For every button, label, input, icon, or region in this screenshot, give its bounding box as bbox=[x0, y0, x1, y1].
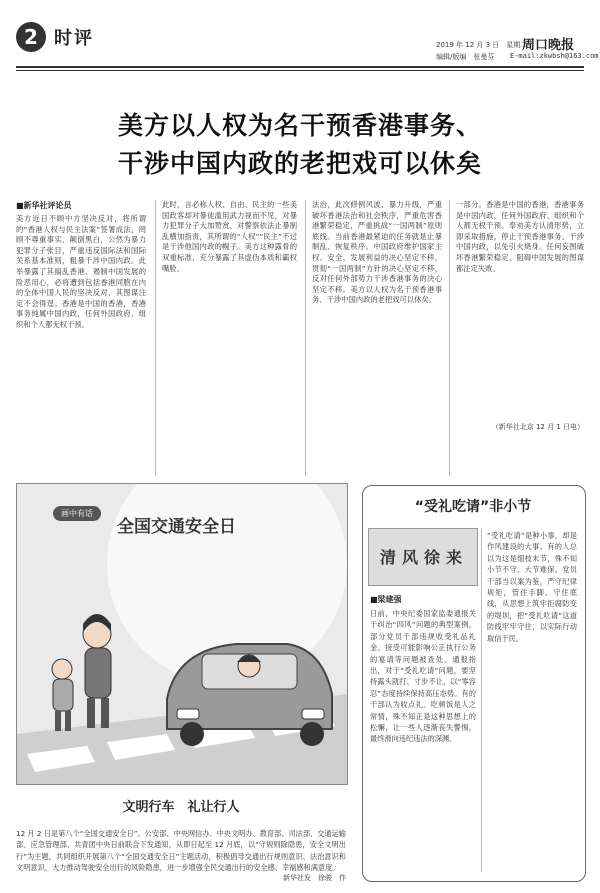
article-column-4: 一部分。香港是中国的香港，香港事务是中国内政，任何外国政府、组织和个人都无权干预。奉劝美方认清形势，立即采取措施，停止干预香港事务、干涉中国内政，以免引火烧身。任何妄图破坏香港繁荣稳定、阻碍中国发展的图谋都注定失败。 bbox=[456, 200, 584, 273]
column-divider bbox=[305, 200, 306, 476]
sidebar-column-left: 日前，中央纪委国家监委通报关于纠治“四风”问题的典型案例，部分党员干部违规收受礼品礼金、接受可能影响公正执行公务的宴请等问题被查处。通报指出，对于“受礼吃请”问题，要坚持露头就打、寸步不让，以“零容忍”态度持续保持高压态势。有的干部认为收点礼、吃顿饭是人之常情，殊不知正是这种思想上的松懈，让一些人逐渐丧失警惕，最终滑向违纪违法的深渊。 bbox=[370, 609, 476, 744]
sidebar-title: “受礼吃请”非小节 bbox=[414, 499, 532, 515]
column-logo-text: 清风徐来 bbox=[380, 548, 469, 567]
cartoon-caption: 文明行车 礼让行人 bbox=[122, 800, 240, 815]
cartoon-title: 全国交通安全日 bbox=[117, 517, 236, 537]
editor-line: 编辑/版编 张曼芬 bbox=[436, 53, 495, 61]
header-rule-thin bbox=[16, 70, 584, 71]
cartoon-badge: 画中有话 bbox=[53, 506, 101, 521]
cartoon-byline: 新华社发 徐骏 作 bbox=[283, 874, 346, 882]
article-byline: ■新华社评论员 bbox=[16, 201, 72, 210]
contact-email: E-mail:zkwbsh@163.com bbox=[510, 52, 599, 60]
sidebar-byline: ■梁建强 bbox=[370, 595, 402, 604]
headline-line-1: 美方以人权为名干预香港事务、 bbox=[117, 111, 482, 140]
sidebar-column-right: “受礼吃请”是种小事，却是作风建设的大事。有的人总以为这是细枝末节，殊不知小节不守、大节难保。党员干部当以案为鉴，严守纪律规矩，管住手脚、守住底线，从思想上筑牢拒腐防变的堤坝，把“受礼吃请”这道防线牢牢守住，以实际行动取信于民。 bbox=[487, 531, 577, 643]
article-column-3: 法治，此次修例风波、暴力升级，严重破坏香港法治和社会秩序，严重危害香港繁荣稳定，严重挑战“一国两制”原则底线。当前香港最紧迫的任务就是止暴制乱、恢复秩序。中国政府维护国家主权、安全、发展利益的决心坚定不移，贯彻“一国两制”方针的决心坚定不移，反对任何外部势力干涉香港事务的决心坚定不移。美方以人权为名干预香港事务、干涉中国内政的老把戏可以休矣。 bbox=[312, 200, 442, 305]
section-title: 时评 bbox=[54, 28, 94, 49]
page-number-badge: 2 bbox=[16, 22, 46, 52]
newspaper-logo: 周口晚报 bbox=[522, 38, 575, 53]
column-divider bbox=[449, 200, 450, 476]
cartoon-illustration bbox=[16, 483, 348, 785]
sidebar-divider bbox=[481, 528, 482, 872]
article-source: （新华社北京 12 月 1 日电） bbox=[491, 423, 584, 431]
article-column-2: 此时，言必称人权、自由、民主的一些美国政客却对暴徒滥用武力视而不见，对暴力犯罪分子大加赞赏，对警察依法止暴制乱横加指责，其所谓的“人权”“民主”不过是干涉他国内政的幌子。美方这种露骨的双重标准，充分暴露了其虚伪本质和霸权嘴脸。 bbox=[162, 200, 297, 273]
headline-line-2: 干涉中国内政的老把戏可以休矣 bbox=[117, 149, 482, 178]
issue-date: 2019 年 12 月 3 日 星期二 bbox=[436, 41, 528, 49]
cartoon-description: 12 月 2 日是第八个“全国交通安全日”。公安部、中央网信办、中央文明办、教育部、司法部、交通运输部、应急管理部、共青团中央日前联合下发通知，从即日起至 12 月底，以“守规则除隐患，安全文明出行”为主题，共同组织开展第八个“全国交通安全日”主题活动，积极倡导交通出行规则意识、法治意识和文明意识，大力推动驾驶安全出行的风险隐患，进一步增强全民交通出行的安全感、幸福感和满意度。 bbox=[16, 829, 346, 873]
article-column-1: 美方近日不顾中方坚决反对，将所谓的“香港人权与民主法案”签署成法，罔顾不尊重事实、颠倒黑白，公然为暴力犯罪分子张目，严重违反国际法和国际关系基本准则，粗暴干涉中国内政。此举暴露了其搞乱香港、遏制中国发展的险恶用心，必将遭到包括香港同胞在内的全体中国人民的坚决反对，其图谋注定不会得逞。香港是中国的香港，香港事务纯属中国内政，任何外国政府、组织和个人都无权干预。 bbox=[16, 214, 146, 329]
header-rule bbox=[16, 66, 584, 68]
column-divider bbox=[155, 200, 156, 476]
